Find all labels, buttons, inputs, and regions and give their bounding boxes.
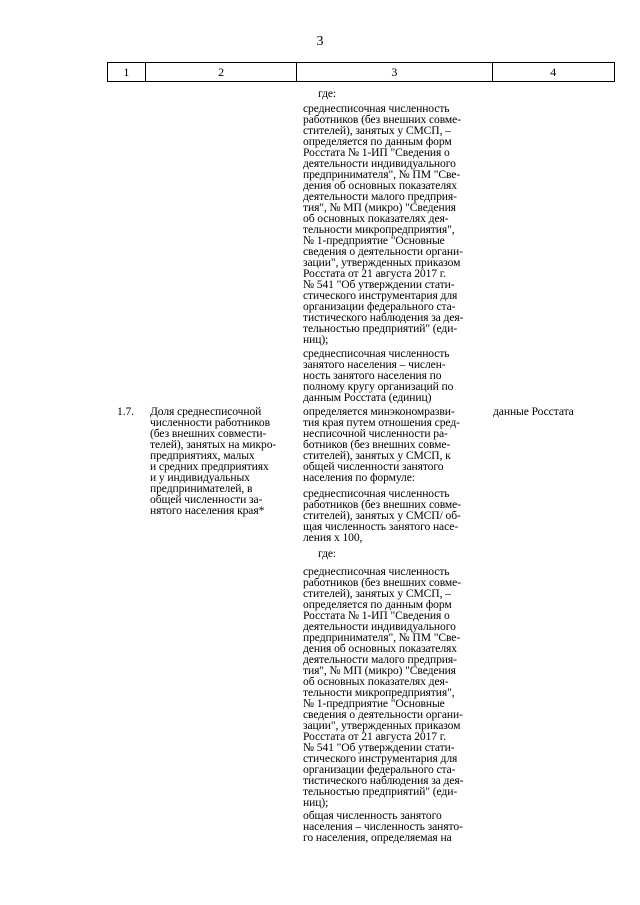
row-number: 1.7. [117, 405, 134, 418]
definition-total-employment: общая численность занятого населения – численность занято- го населения, определяемая на [303, 809, 463, 844]
where-label: где: [318, 87, 337, 100]
data-source: данные Росстата [493, 405, 574, 418]
indicator-name: Доля среднесписочной численности работников (без внешних совмести- телей), занятых на микро- предприятиях, малых и средних предприятиях и у индивидуальных предпринимателей, в общей численности за- нятого населения края* [150, 405, 277, 517]
table-header-row [107, 62, 615, 82]
formula: среднесписочная численность работников (без внешних совме- стителей), занятых у СМСП/ об- щая численность занятого насе- ления х 100, [303, 487, 461, 544]
definition-population: среднесписочная численность занятого населения – числен- ность занятого населения по полному кругу организаций по данным Росстата (единиц) [303, 347, 454, 404]
column-header-1: 1 [108, 63, 146, 81]
page-number: 3 [316, 34, 324, 49]
column-header-4: 4 [550, 65, 557, 79]
column-header-2: 2 [146, 63, 297, 81]
definition-employees: среднесписочная численность работников (без внешних совме- стителей), занятых у СМСП, – определяется по данным форм Росстата № 1-ИП "Сведения о деятельности индивидуального предпринимателя", № ПМ "Све- дения об основных показателях деятельности малого предприя- тия", № МП (микро) "Сведения об основных показателях дея- тельности микропредприятия", № 1-предприятие "Основные сведения о деятельности органи- зации", утвержденных приказом Росстата от 21 августа 2017 г. № 541 "Об утверждении стати- стического инструментария для организации федерального ста- тистического наблюдения за дея- тельностью предприятий" (еди- ниц); [303, 102, 464, 346]
where-label: где: [318, 547, 337, 560]
calculation-method: определяется минэкономразви- тия края путем отношения сред- несписочной численности ра- ботников (без внешних совме- стителей), занятых у СМСП, к общей численности занятого населения по формуле: [303, 405, 460, 484]
column-header-3: 3 [297, 63, 492, 81]
definition-employees: среднесписочная численность работников (без внешних совме- стителей), занятых у СМСП, – определяется по данным форм Росстата № 1-ИП "Сведения о деятельности индивидуального предпринимателя", № ПМ "Све- дения об основных показателях деятельности малого предприя- тия", № МП (микро) "Сведения об основных показателях дея- тельности микропредприятия", № 1-предприятие "Основные сведения о деятельности органи- зации", утвержденных приказом Росстата от 21 августа 2017 г. № 541 "Об утверждении стати- стического инструментария для организации федерального ста- тистического наблюдения за дея- тельностью предприятий" (еди- ниц); [303, 565, 464, 809]
